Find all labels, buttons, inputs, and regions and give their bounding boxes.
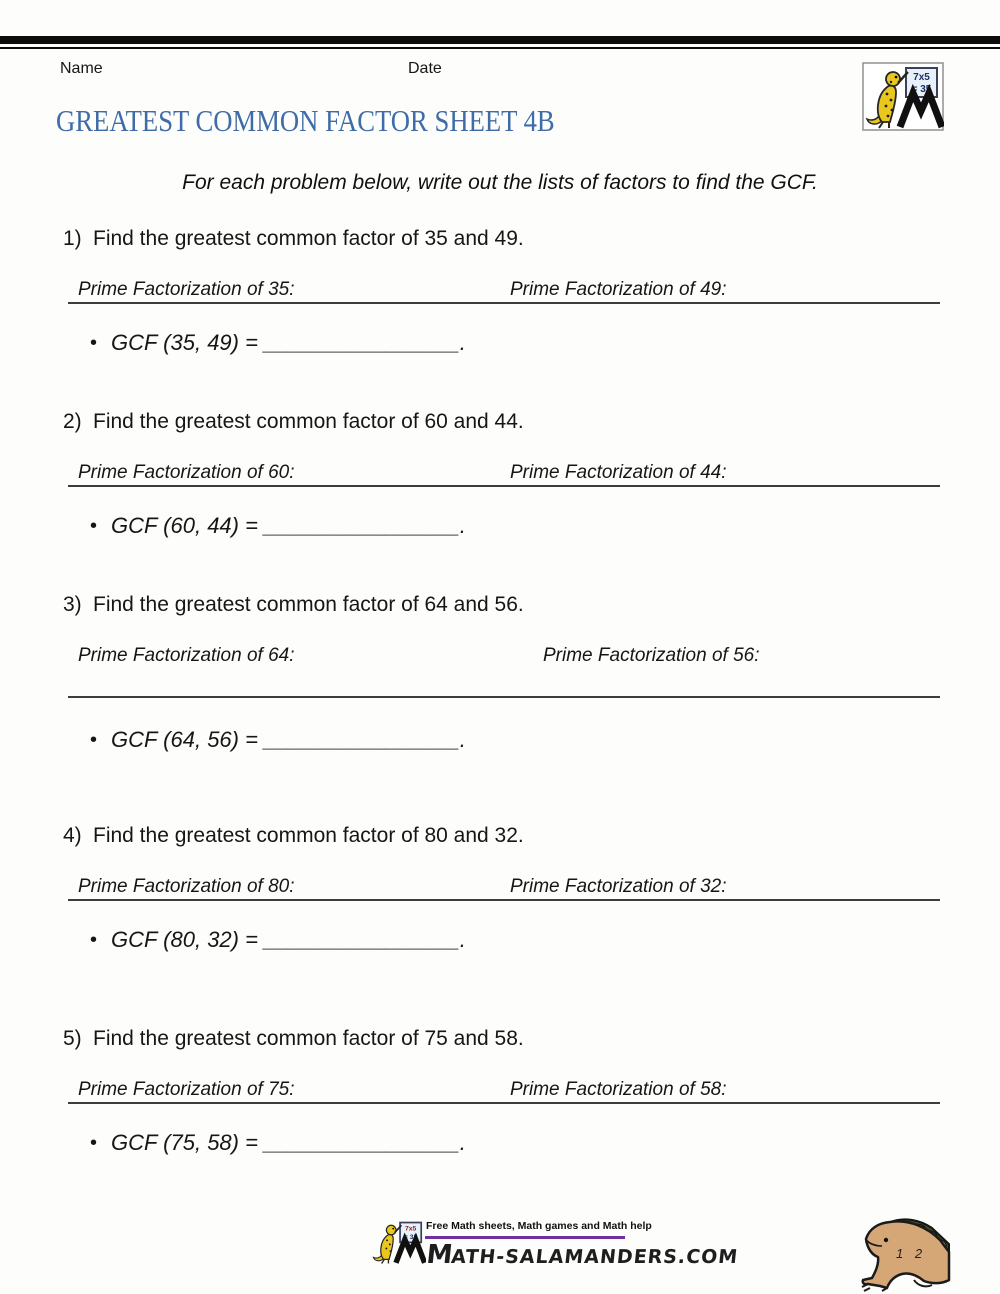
top-border-thick bbox=[0, 36, 1000, 44]
problem-question: Find the greatest common factor of 80 and 32. bbox=[93, 824, 524, 847]
mascot-salamander bbox=[858, 1214, 952, 1292]
factor-answer-line bbox=[68, 899, 940, 901]
footer-site-name bbox=[425, 1240, 740, 1270]
problem-number: 5) bbox=[63, 1027, 82, 1050]
top-border-thin bbox=[0, 47, 1000, 49]
prime-factorization-label-right: Prime Factorization of 58: bbox=[510, 1079, 727, 1100]
gcf-answer-blank: ________________ bbox=[263, 1130, 460, 1155]
prime-factorization-label-right: Prime Factorization of 49: bbox=[510, 279, 727, 300]
bullet-icon: • bbox=[90, 929, 98, 951]
problem-question: Find the greatest common factor of 75 and 58. bbox=[93, 1027, 524, 1050]
problem-number: 4) bbox=[63, 824, 82, 847]
problem-2 bbox=[0, 410, 1000, 570]
mascot-markings: 1 2 bbox=[896, 1246, 927, 1261]
problem-number: 1) bbox=[63, 227, 82, 250]
prime-factorization-label-left: Prime Factorization of 64: bbox=[78, 645, 295, 666]
site-name-initial: M bbox=[425, 1240, 455, 1270]
page-title: GREATEST COMMON FACTOR SHEET 4B bbox=[56, 103, 555, 138]
prime-factorization-label-left: Prime Factorization of 80: bbox=[78, 876, 295, 897]
problem-4 bbox=[0, 824, 1000, 984]
gcf-period: . bbox=[459, 727, 466, 752]
bullet-icon: • bbox=[90, 515, 98, 537]
factor-answer-line bbox=[68, 302, 940, 304]
name-label: Name bbox=[60, 60, 103, 77]
problem-number: 2) bbox=[63, 410, 82, 433]
whiteboard-text-line1: 7x5 bbox=[404, 1225, 417, 1233]
salamander-logo-small-icon bbox=[370, 1218, 426, 1266]
gcf-label: GCF (80, 32) = bbox=[111, 927, 258, 952]
problem-1 bbox=[0, 227, 1000, 387]
whiteboard-text-line2: = 35 bbox=[911, 84, 932, 95]
gcf-label: GCF (60, 44) = bbox=[111, 513, 258, 538]
gcf-answer-blank: ________________ bbox=[263, 927, 460, 952]
salamander-logo-icon bbox=[862, 62, 944, 131]
whiteboard-text-line2: = 35 bbox=[403, 1233, 418, 1241]
salamander-mascot-icon bbox=[858, 1214, 952, 1292]
whiteboard-text-line1: 7x5 bbox=[913, 72, 930, 83]
bullet-icon: • bbox=[90, 729, 98, 751]
math-salamanders-logo bbox=[862, 62, 944, 131]
prime-factorization-label-left: Prime Factorization of 60: bbox=[78, 462, 295, 483]
bullet-icon: • bbox=[90, 332, 98, 354]
gcf-label: GCF (35, 49) = bbox=[111, 330, 258, 355]
prime-factorization-label-left: Prime Factorization of 75: bbox=[78, 1079, 295, 1100]
gcf-label: GCF (75, 58) = bbox=[111, 1130, 258, 1155]
problem-question: Find the greatest common factor of 35 and 49. bbox=[93, 227, 524, 250]
mascot-eye bbox=[884, 1238, 888, 1242]
factor-answer-line bbox=[68, 1102, 940, 1104]
gcf-answer-blank: ________________ bbox=[263, 727, 460, 752]
problem-3 bbox=[0, 593, 1000, 753]
problem-number: 3) bbox=[63, 593, 82, 616]
problem-question: Find the greatest common factor of 64 and 56. bbox=[93, 593, 524, 616]
bullet-icon: • bbox=[90, 1132, 98, 1154]
prime-factorization-label-right: Prime Factorization of 44: bbox=[510, 462, 727, 483]
gcf-answer-blank: ________________ bbox=[263, 513, 460, 538]
footer-tagline: Free Math sheets, Math games and Math help bbox=[426, 1220, 652, 1232]
problem-5 bbox=[0, 1027, 1000, 1187]
prime-factorization-label-right: Prime Factorization of 32: bbox=[510, 876, 727, 897]
gcf-answer-blank: ________________ bbox=[263, 330, 460, 355]
prime-factorization-label-right: Prime Factorization of 56: bbox=[543, 645, 760, 666]
gcf-label: GCF (64, 56) = bbox=[111, 727, 258, 752]
prime-factorization-label-left: Prime Factorization of 35: bbox=[78, 279, 295, 300]
instruction-text: For each problem below, write out the lists of factors to find the GCF. bbox=[182, 171, 818, 194]
date-label: Date bbox=[408, 60, 442, 77]
factor-answer-line bbox=[68, 696, 940, 698]
problem-question: Find the greatest common factor of 60 and 44. bbox=[93, 410, 524, 433]
gcf-period: . bbox=[459, 330, 466, 355]
footer-purple-rule bbox=[425, 1236, 625, 1239]
gcf-period: . bbox=[459, 1130, 466, 1155]
site-name-rest: ATH-SALAMANDERS.COM bbox=[450, 1246, 740, 1268]
footer-site-logo bbox=[370, 1218, 740, 1272]
gcf-period: . bbox=[459, 513, 466, 538]
gcf-period: . bbox=[459, 927, 466, 952]
factor-answer-line bbox=[68, 485, 940, 487]
